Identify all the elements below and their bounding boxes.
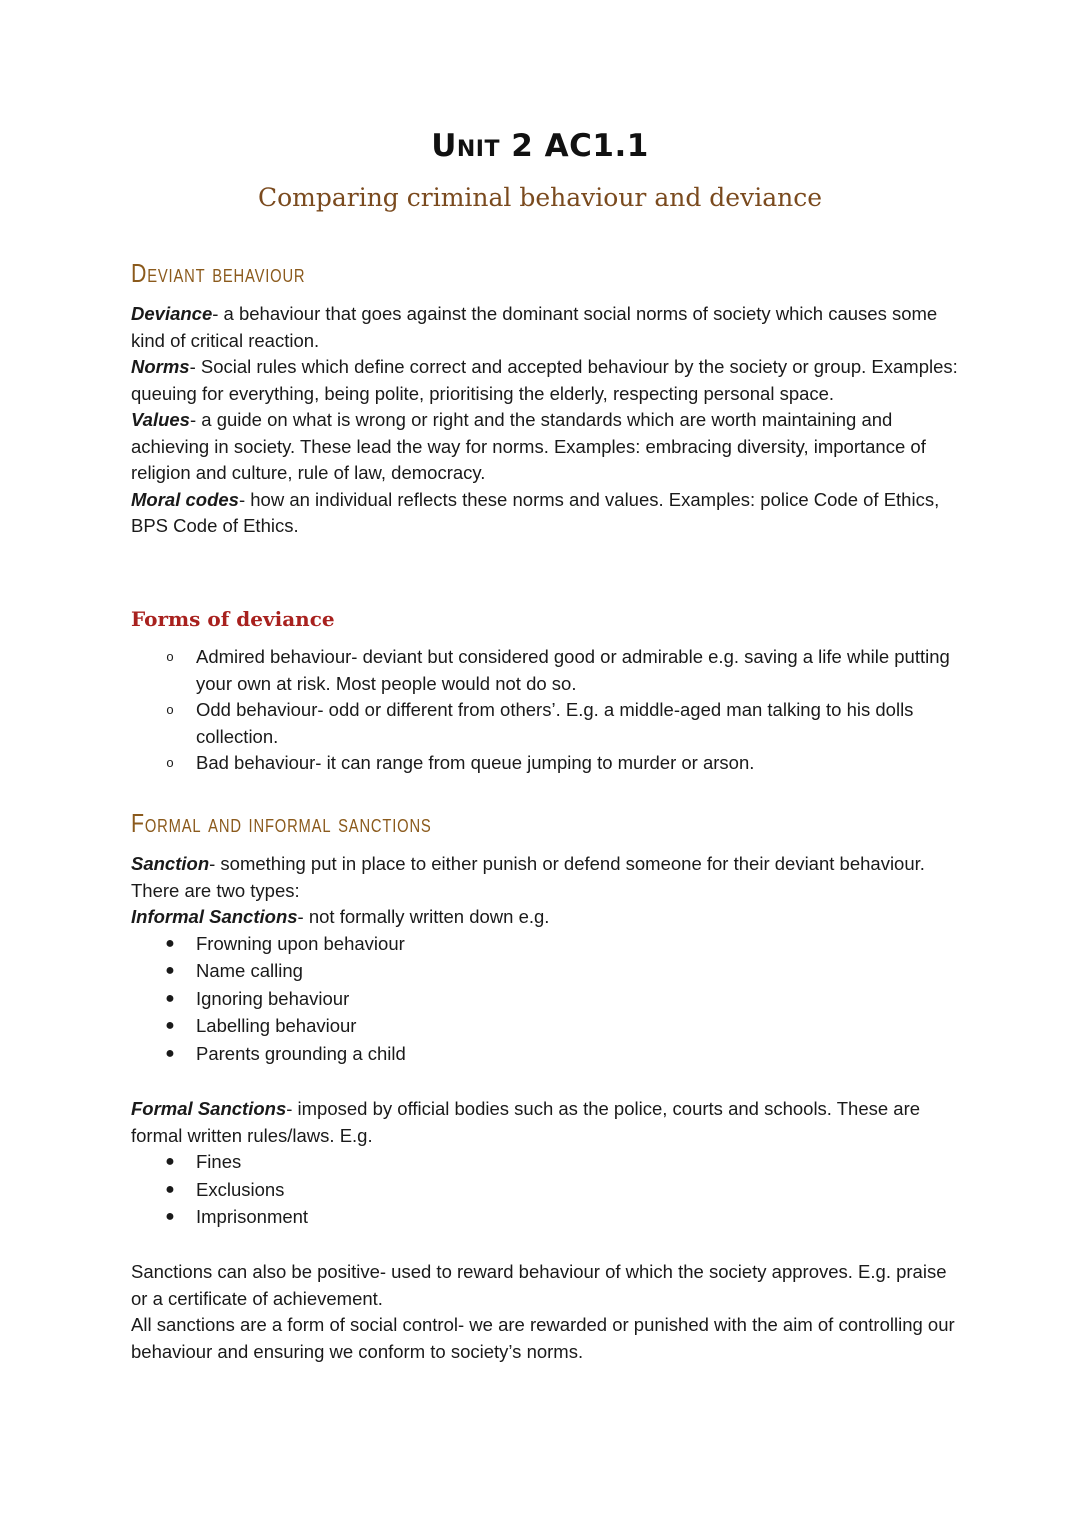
list-item: ● Imprisonment [131,1204,961,1231]
definitions-block [131,301,961,540]
list-item: ● Fines [131,1149,961,1176]
section-heading-deviant-behaviour: Deviant behaviour [131,258,306,288]
definition-deviance [131,301,961,354]
definition-text: - a behaviour that goes against the dominant social norms of society which causes some kind of critical reaction. [131,303,938,351]
term-formal-sanctions: Formal Sanctions [131,1098,287,1119]
closing-paragraph-social-control: All sanctions are a form of social control- we are rewarded or punished with the aim of controlling our behaviour and ensuring we conform to society’s norms. [131,1314,955,1362]
circle-bullet-icon: o [166,649,174,664]
page-subtitle: Comparing criminal behaviour and deviance [257,183,823,212]
list-item: ● Labelling behaviour [131,1013,961,1040]
term-values: Values [131,409,190,430]
term-sanction: Sanction [131,853,210,874]
circle-bullet-icon: o [166,702,174,717]
disc-bullet-icon: ● [165,989,175,1007]
list-item: ● Parents grounding a child [131,1041,961,1068]
disc-bullet-icon: ● [165,1153,175,1170]
definition-text: - how an individual reflects these norms and values. Examples: police Code of Ethics, BPS Code of Ethics. [131,488,940,536]
definition-moral-codes [131,487,961,540]
closing-block [131,1259,961,1365]
definition-informal-sanctions: Informal Sanctions- not formally written down e.g. [131,906,550,927]
informal-sanctions-list [131,931,961,1068]
list-item: ● Ignoring behaviour [131,986,961,1013]
definition-text: - Social rules which define correct and accepted behaviour by the society or group. Examples: queuing for everything, being polite, prioritising the elderly, respecting personal space. [131,356,958,404]
disc-bullet-icon: ● [165,934,175,952]
section-heading-sanctions: Formal and informal sanctions [131,808,432,838]
disc-bullet-icon: ● [165,1180,175,1198]
circle-bullet-icon: o [166,755,174,770]
sanctions-block [131,851,961,1068]
list-item: o Bad behaviour- it can range from queue jumping to murder or arson. [131,750,961,777]
term-informal-sanctions: Informal Sanctions [131,906,298,927]
forms-of-deviance-list [131,644,961,777]
list-item: ● Name calling [131,958,961,985]
definition-formal-sanctions: Formal Sanctions- imposed by official bodies such as the police, courts and schools. These are formal written rules/laws. E.g. [131,1098,921,1146]
forms-list-block [131,644,961,777]
closing-paragraph-positive: Sanctions can also be positive- used to reward behaviour of which the society approves. E.g. praise or a certificate of achievement. [131,1261,947,1309]
subheading-forms-of-deviance: Forms of deviance [131,607,335,631]
definition-text: - a guide on what is wrong or right and the standards which are worth maintaining and achieving in society. These lead the way for norms. Examples: embracing diversity, importance of religion and culture, rule of law, democracy. [131,409,926,483]
list-item: ● Exclusions [131,1177,961,1204]
formal-sanctions-list [131,1149,961,1231]
disc-bullet-icon: ● [165,1044,175,1062]
definition-sanction: Sanction- something put in place to either punish or defend someone for their deviant behaviour. There are two types: [131,853,925,901]
list-item: o Odd behaviour- odd or different from others’. E.g. a middle-aged man talking to his dolls collection. [131,697,961,750]
disc-bullet-icon: ● [165,1017,175,1034]
list-item: o Admired behaviour- deviant but considered good or admirable e.g. saving a life while putting your own at risk. Most people would not do so. [131,644,961,697]
formal-sanctions-block [131,1096,961,1232]
term-deviance: Deviance [131,303,213,324]
definition-values [131,407,961,487]
disc-bullet-icon: ● [165,1208,175,1225]
term-moral-codes: Moral codes [131,488,239,510]
page-title: Unit 2 AC1.1 [431,128,649,164]
definition-norms [131,354,961,407]
list-item: ● Frowning upon behaviour [131,931,961,958]
disc-bullet-icon: ● [165,962,175,979]
term-norms: Norms [131,356,190,377]
